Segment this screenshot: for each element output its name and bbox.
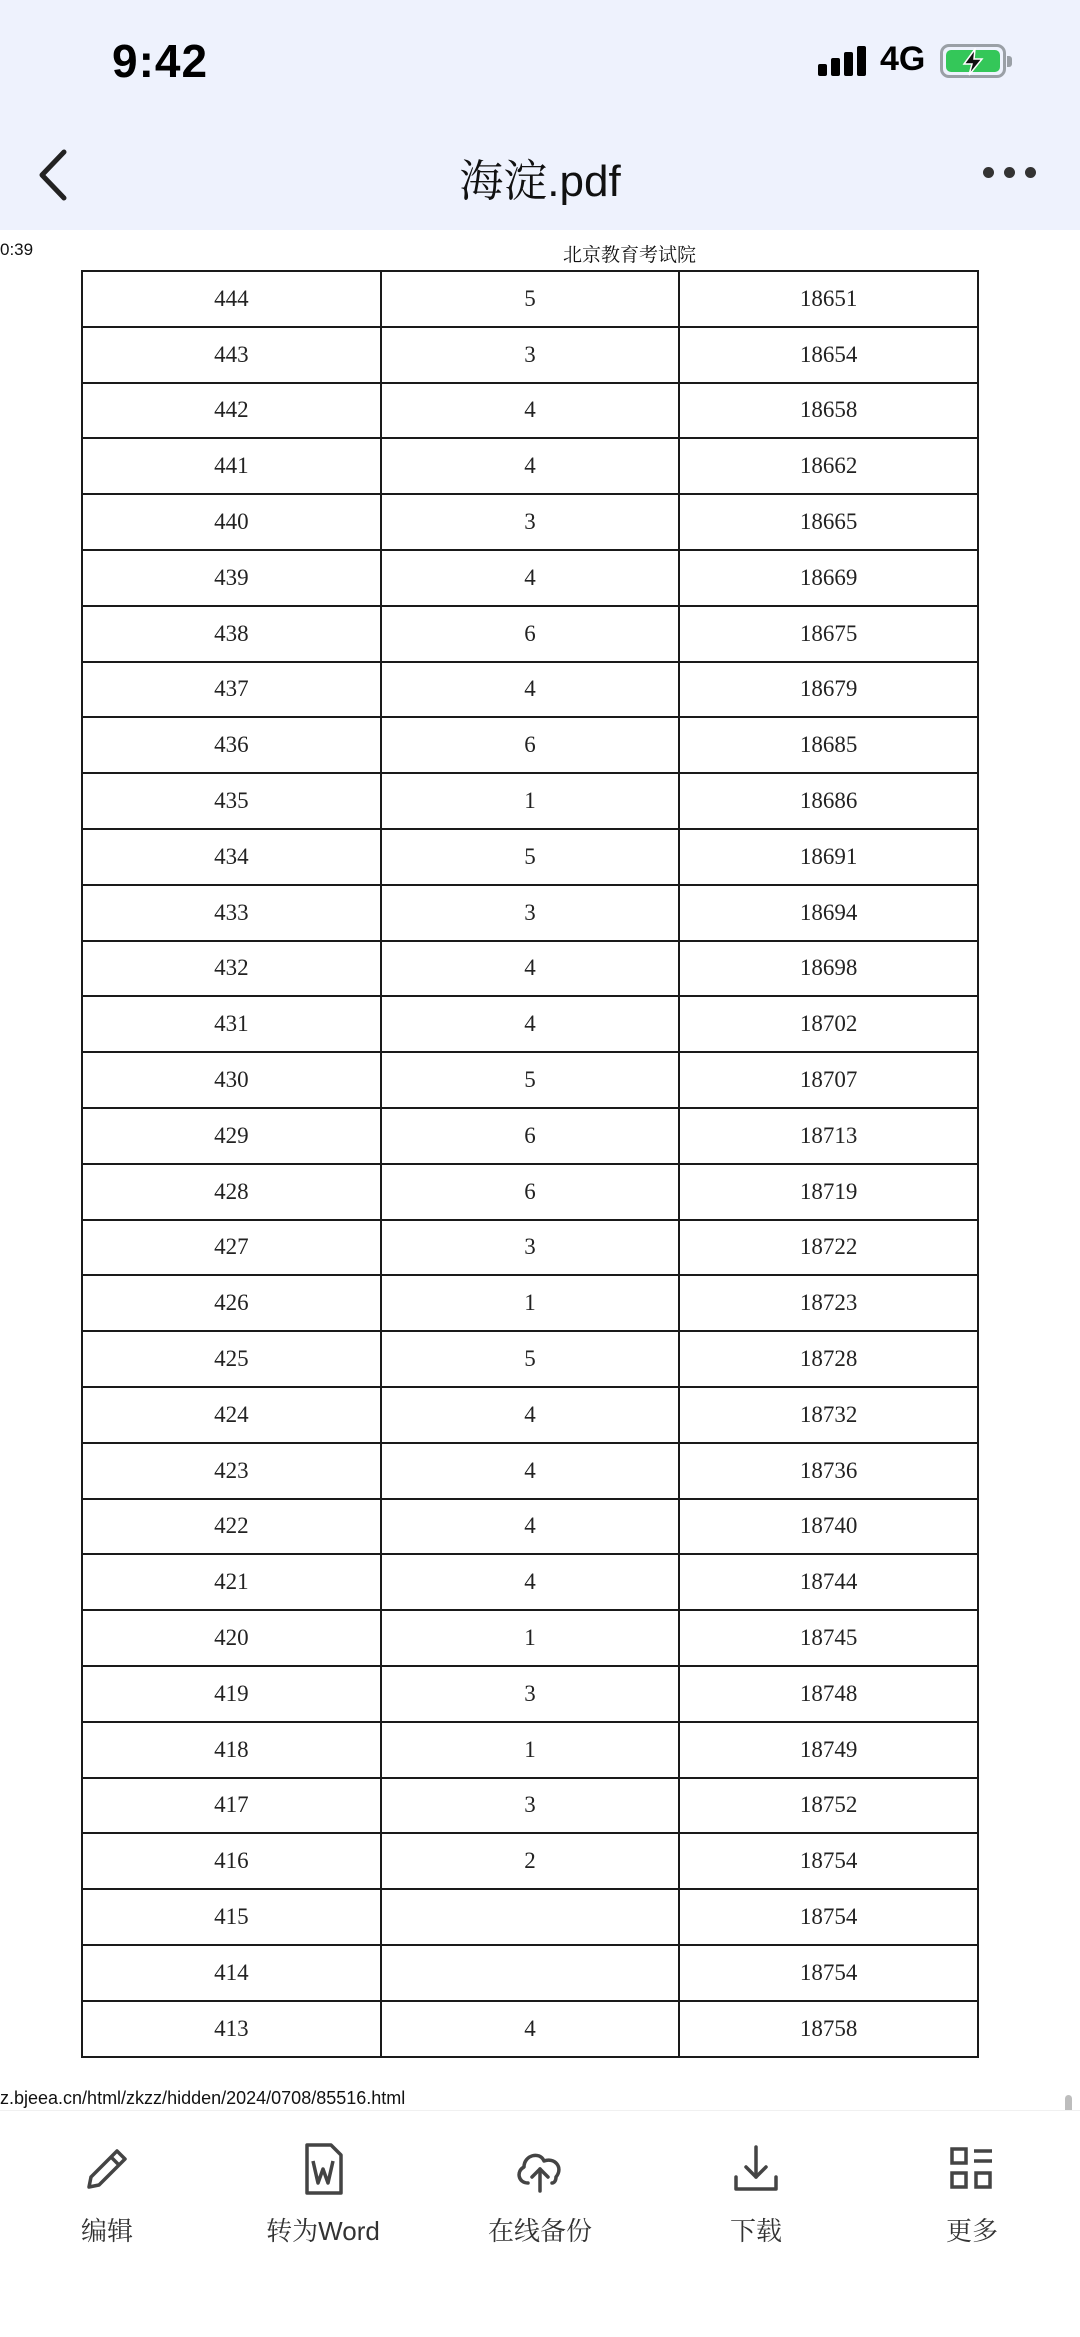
table-row bbox=[82, 1945, 978, 2001]
table-cell: 18728 bbox=[679, 1331, 978, 1387]
table-cell: 436 bbox=[82, 717, 381, 773]
table-row bbox=[82, 606, 978, 662]
table-cell: 440 bbox=[82, 494, 381, 550]
table-row bbox=[82, 1164, 978, 1220]
table-cell: 442 bbox=[82, 383, 381, 439]
table-row bbox=[82, 1666, 978, 1722]
table-row bbox=[82, 1722, 978, 1778]
edit-label: 编辑 bbox=[80, 2216, 133, 2246]
table-cell: 18713 bbox=[679, 1108, 978, 1164]
table-cell: 18745 bbox=[679, 1610, 978, 1666]
table-cell: 18694 bbox=[679, 885, 978, 941]
table-cell: 18686 bbox=[679, 773, 978, 829]
table-cell: 438 bbox=[82, 606, 381, 662]
table-row bbox=[82, 941, 978, 997]
table-row bbox=[82, 2001, 978, 2057]
table-cell: 3 bbox=[381, 885, 680, 941]
table-cell: 414 bbox=[82, 1945, 381, 2001]
network-label: 4G bbox=[880, 40, 926, 78]
table-cell: 18736 bbox=[679, 1443, 978, 1499]
table-cell: 425 bbox=[82, 1331, 381, 1387]
table-row bbox=[82, 1052, 978, 1108]
table-cell: 441 bbox=[82, 438, 381, 494]
score-table bbox=[81, 270, 979, 2058]
download-label: 下载 bbox=[729, 2216, 782, 2246]
table-cell: 423 bbox=[82, 1443, 381, 1499]
table-cell: 1 bbox=[381, 1722, 680, 1778]
table-row bbox=[82, 1554, 978, 1610]
page-header: 北京教育考试院 bbox=[563, 245, 697, 266]
table-cell: 4 bbox=[381, 550, 680, 606]
table-cell: 4 bbox=[381, 1443, 680, 1499]
dot-icon bbox=[1025, 167, 1036, 178]
table-cell: 430 bbox=[82, 1052, 381, 1108]
table-cell: 432 bbox=[82, 941, 381, 997]
table-cell: 6 bbox=[381, 1164, 680, 1220]
table-cell: 18665 bbox=[679, 494, 978, 550]
table-cell: 429 bbox=[82, 1108, 381, 1164]
table-cell: 424 bbox=[82, 1387, 381, 1443]
table-cell: 3 bbox=[381, 1666, 680, 1722]
download-icon bbox=[726, 2139, 786, 2199]
table-row bbox=[82, 662, 978, 718]
pdf-page[interactable] bbox=[0, 230, 1080, 2110]
bottom-toolbar bbox=[0, 2110, 1080, 2337]
table-cell: 4 bbox=[381, 1554, 680, 1610]
table-cell: 18723 bbox=[679, 1275, 978, 1331]
table-cell: 18662 bbox=[679, 438, 978, 494]
table-row bbox=[82, 773, 978, 829]
table-cell: 18658 bbox=[679, 383, 978, 439]
table-row bbox=[82, 996, 978, 1052]
table-cell: 4 bbox=[381, 996, 680, 1052]
table-cell: 426 bbox=[82, 1275, 381, 1331]
table-cell: 4 bbox=[381, 383, 680, 439]
top-bar bbox=[0, 0, 1080, 230]
table-cell: 18754 bbox=[679, 1889, 978, 1945]
table-cell: 1 bbox=[381, 1610, 680, 1666]
table-cell: 18685 bbox=[679, 717, 978, 773]
table-cell: 18732 bbox=[679, 1387, 978, 1443]
table-cell: 3 bbox=[381, 1778, 680, 1834]
table-cell: 420 bbox=[82, 1610, 381, 1666]
table-row bbox=[82, 1220, 978, 1276]
table-cell: 421 bbox=[82, 1554, 381, 1610]
online-backup-button[interactable] bbox=[450, 2139, 630, 2248]
download-button[interactable] bbox=[666, 2139, 846, 2248]
more-button[interactable] bbox=[882, 2139, 1062, 2248]
pencil-icon bbox=[77, 2139, 137, 2199]
table-cell: 416 bbox=[82, 1833, 381, 1889]
table-cell: 4 bbox=[381, 1499, 680, 1555]
table-cell: 4 bbox=[381, 438, 680, 494]
table-cell: 1 bbox=[381, 1275, 680, 1331]
table-cell: 5 bbox=[381, 829, 680, 885]
dot-icon bbox=[983, 167, 994, 178]
page-url: z.bjeea.cn/html/zkzz/hidden/2024/0708/85516.html bbox=[0, 2088, 406, 2108]
edit-button[interactable] bbox=[17, 2139, 197, 2248]
table-cell: 5 bbox=[381, 1331, 680, 1387]
table-row bbox=[82, 327, 978, 383]
table-cell: 422 bbox=[82, 1499, 381, 1555]
table-cell: 18754 bbox=[679, 1833, 978, 1889]
page-time-fragment: 0:39 bbox=[0, 240, 34, 259]
more-label: 更多 bbox=[945, 2216, 998, 2246]
table-row bbox=[82, 1275, 978, 1331]
table-cell bbox=[381, 1889, 680, 1945]
table-cell: 427 bbox=[82, 1220, 381, 1276]
table-row bbox=[82, 1499, 978, 1555]
table-cell: 4 bbox=[381, 1387, 680, 1443]
table-cell: 439 bbox=[82, 550, 381, 606]
table-cell: 18702 bbox=[679, 996, 978, 1052]
table-row bbox=[82, 1331, 978, 1387]
table-row bbox=[82, 550, 978, 606]
table-cell: 418 bbox=[82, 1722, 381, 1778]
table-cell: 443 bbox=[82, 327, 381, 383]
table-cell: 4 bbox=[381, 2001, 680, 2057]
table-cell: 18707 bbox=[679, 1052, 978, 1108]
table-row bbox=[82, 1387, 978, 1443]
dot-icon bbox=[1004, 167, 1015, 178]
table-row bbox=[82, 1108, 978, 1164]
convert-to-word-label: 转为Word bbox=[266, 2216, 380, 2246]
table-cell: 1 bbox=[381, 773, 680, 829]
table-cell: 18752 bbox=[679, 1778, 978, 1834]
table-cell: 5 bbox=[381, 271, 680, 327]
status-time: 9:42 bbox=[112, 35, 209, 87]
table-cell: 18744 bbox=[679, 1554, 978, 1610]
table-cell: 437 bbox=[82, 662, 381, 718]
table-row bbox=[82, 271, 978, 327]
table-cell: 18669 bbox=[679, 550, 978, 606]
table-cell: 6 bbox=[381, 1108, 680, 1164]
table-cell: 433 bbox=[82, 885, 381, 941]
table-row bbox=[82, 1610, 978, 1666]
table-cell bbox=[381, 1945, 680, 2001]
table-row bbox=[82, 438, 978, 494]
table-cell: 3 bbox=[381, 494, 680, 550]
document-title: 海淀.pdf bbox=[459, 157, 621, 206]
table-cell: 18654 bbox=[679, 327, 978, 383]
table-cell: 6 bbox=[381, 717, 680, 773]
table-row bbox=[82, 885, 978, 941]
table-row bbox=[82, 383, 978, 439]
table-cell: 18691 bbox=[679, 829, 978, 885]
table-cell: 18749 bbox=[679, 1722, 978, 1778]
table-row bbox=[82, 1778, 978, 1834]
cloud-upload-icon bbox=[510, 2139, 570, 2199]
table-cell: 18758 bbox=[679, 2001, 978, 2057]
table-row bbox=[82, 717, 978, 773]
table-cell: 3 bbox=[381, 327, 680, 383]
battery-icon bbox=[940, 44, 1006, 78]
signal-icon bbox=[818, 46, 868, 76]
table-cell: 18679 bbox=[679, 662, 978, 718]
table-cell: 18754 bbox=[679, 1945, 978, 2001]
table-cell: 18740 bbox=[679, 1499, 978, 1555]
grid-more-icon bbox=[942, 2139, 1002, 2199]
table-cell: 6 bbox=[381, 606, 680, 662]
table-cell: 417 bbox=[82, 1778, 381, 1834]
table-cell: 444 bbox=[82, 271, 381, 327]
online-backup-label: 在线备份 bbox=[487, 2216, 592, 2246]
table-cell: 18722 bbox=[679, 1220, 978, 1276]
table-cell: 18698 bbox=[679, 941, 978, 997]
table-cell: 434 bbox=[82, 829, 381, 885]
table-cell: 419 bbox=[82, 1666, 381, 1722]
convert-to-word-button[interactable] bbox=[233, 2139, 413, 2248]
table-cell: 2 bbox=[381, 1833, 680, 1889]
table-cell: 5 bbox=[381, 1052, 680, 1108]
table-cell: 18651 bbox=[679, 271, 978, 327]
table-cell: 413 bbox=[82, 2001, 381, 2057]
table-row bbox=[82, 829, 978, 885]
table-row bbox=[82, 1889, 978, 1945]
table-cell: 415 bbox=[82, 1889, 381, 1945]
table-row bbox=[82, 1443, 978, 1499]
table-cell: 18748 bbox=[679, 1666, 978, 1722]
table-cell: 18719 bbox=[679, 1164, 978, 1220]
table-cell: 3 bbox=[381, 1220, 680, 1276]
table-cell: 4 bbox=[381, 941, 680, 997]
table-row bbox=[82, 1833, 978, 1889]
word-document-icon bbox=[293, 2139, 353, 2199]
table-cell: 18675 bbox=[679, 606, 978, 662]
more-options-button[interactable] bbox=[980, 160, 1040, 184]
table-cell: 428 bbox=[82, 1164, 381, 1220]
table-cell: 4 bbox=[381, 662, 680, 718]
table-cell: 431 bbox=[82, 996, 381, 1052]
table-cell: 435 bbox=[82, 773, 381, 829]
table-row bbox=[82, 494, 978, 550]
